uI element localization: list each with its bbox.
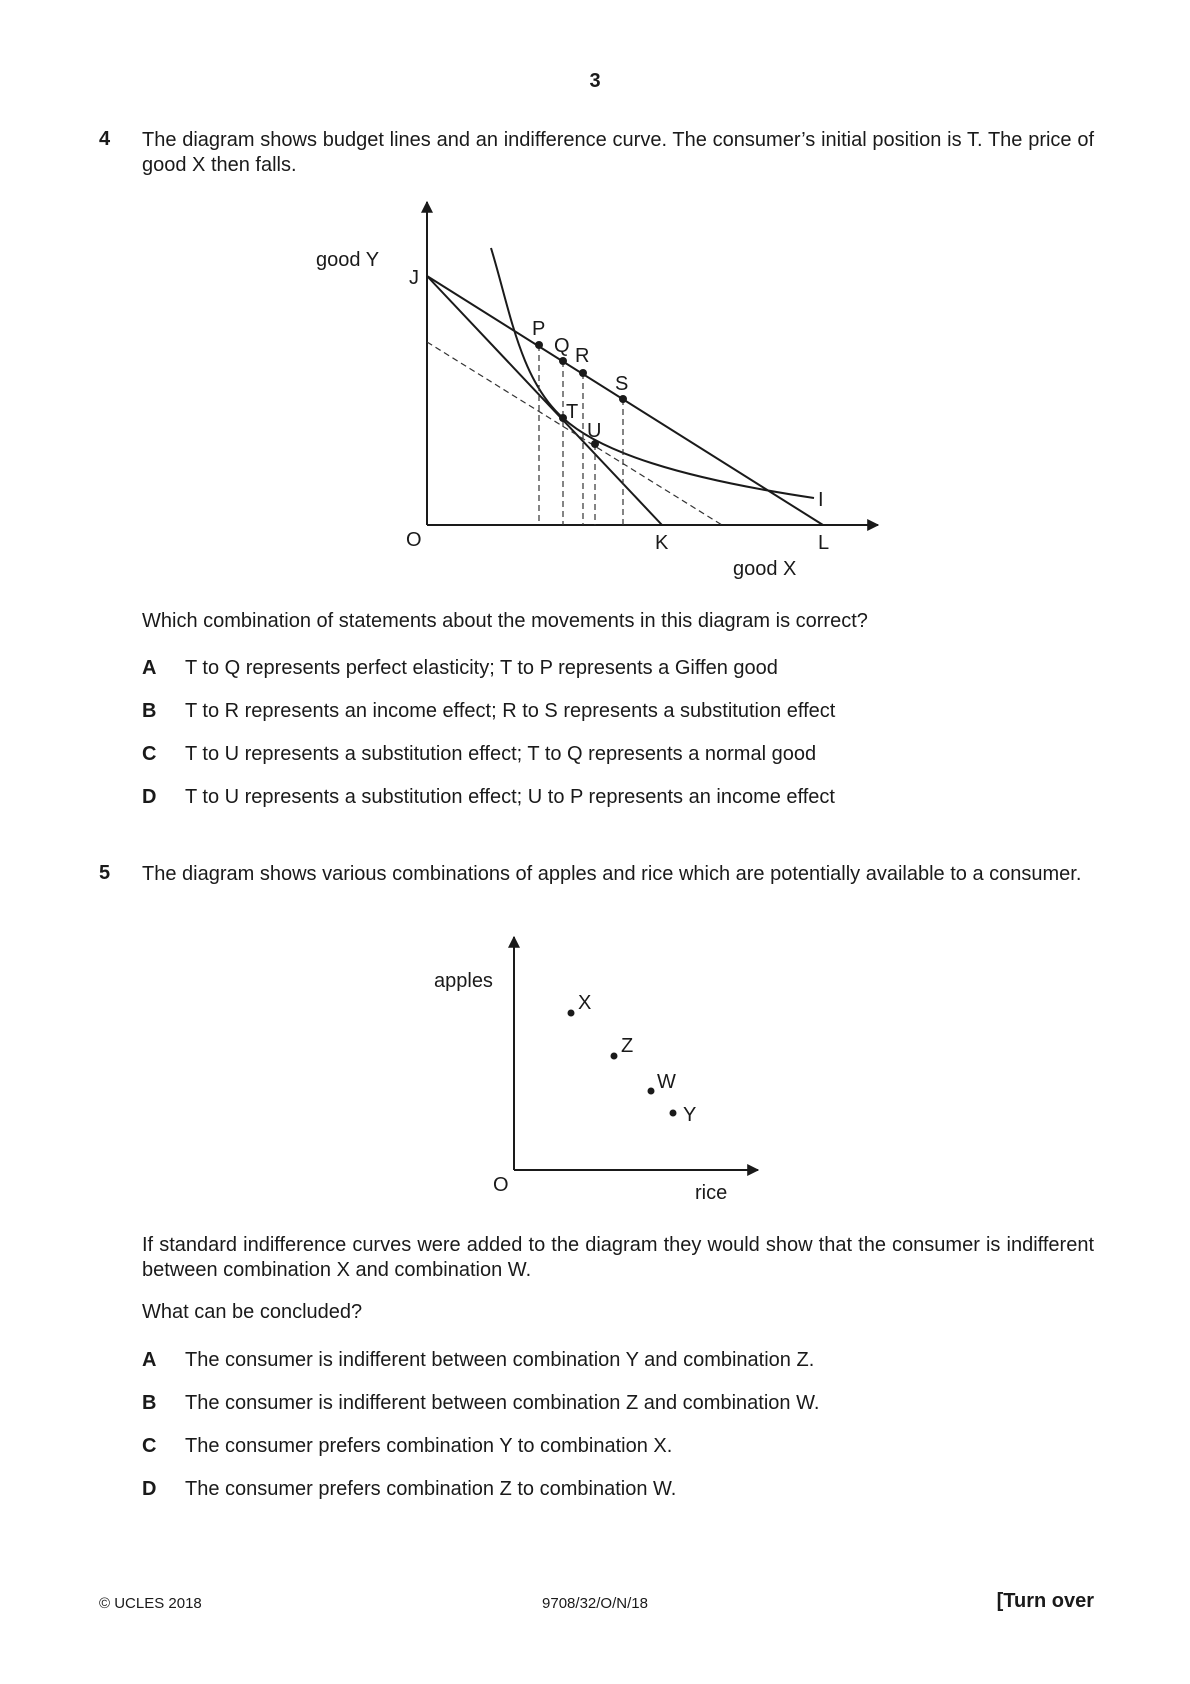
q5-option-A[interactable] (142, 1348, 814, 1373)
label-U: U (587, 420, 602, 442)
label-X: X (578, 992, 592, 1014)
label-T: T (566, 401, 579, 423)
option-letter: C (142, 743, 157, 765)
q5-x-axis-label: rice (695, 1182, 728, 1204)
q4-option-A[interactable] (142, 656, 778, 681)
option-letter: D (142, 786, 157, 808)
option-text: The consumer is indifferent between combination Z and combination W. (185, 1392, 820, 1414)
point-Y (670, 1110, 677, 1117)
label-W: W (657, 1071, 676, 1093)
question-4-number: 4 (99, 128, 111, 150)
option-letter: C (142, 1435, 157, 1457)
option-letter: A (142, 657, 157, 679)
option-text: T to U represents a substitution effect; U to P represents an income effect (185, 786, 835, 808)
option-text: T to Q represents perfect elasticity; T to P represents a Giffen good (185, 657, 778, 679)
q5-origin-label: O (493, 1174, 509, 1196)
label-K: K (655, 532, 669, 554)
question-5-condition: If standard indifference curves were added to the diagram they would show that the consumer is indifferent between combination X and combination W. (142, 1234, 1094, 1281)
q4-option-C[interactable] (142, 742, 816, 767)
option-text: The consumer is indifferent between combination Y and combination Z. (185, 1349, 815, 1371)
point-R (579, 369, 587, 377)
point-W (648, 1088, 655, 1095)
label-Y: Y (683, 1104, 697, 1126)
q4-origin-label: O (406, 529, 422, 551)
point-Q (559, 357, 567, 365)
label-R: R (575, 345, 590, 367)
q5-y-axis-label: apples (434, 970, 493, 992)
label-P: P (532, 318, 546, 340)
q4-option-B[interactable] (142, 699, 835, 724)
option-text: The consumer prefers combination Z to combination W. (185, 1478, 677, 1500)
label-I: I (818, 489, 824, 511)
option-text: The consumer prefers combination Y to combination X. (185, 1435, 673, 1457)
option-text: T to R represents an income effect; R to S represents a substitution effect (185, 700, 836, 722)
q5-option-C[interactable] (142, 1434, 672, 1459)
turn-over-label: [Turn over (996, 1590, 1094, 1612)
question-5-stem: The diagram shows various combinations of apples and rice which are potentially available to a consumer. (142, 863, 1082, 885)
q4-option-D[interactable] (142, 785, 835, 810)
point-X (568, 1010, 575, 1017)
label-J: J (409, 267, 419, 289)
point-S (619, 395, 627, 403)
q5-option-D[interactable] (142, 1477, 676, 1502)
footer-paper-code: 9708/32/O/N/18 (542, 1595, 648, 1612)
q4-y-axis-label: good Y (316, 249, 380, 271)
question-4-prompt: Which combination of statements about the movements in this diagram is correct? (142, 610, 868, 632)
label-L: L (818, 532, 830, 554)
question-4-stem: The diagram shows budget lines and an indifference curve. The consumer’s initial position is T. The price of good X then falls. (142, 129, 1094, 176)
q5-option-B[interactable] (142, 1391, 819, 1416)
q4-x-axis-label: good X (733, 558, 797, 580)
point-P (535, 341, 543, 349)
label-Z: Z (621, 1035, 634, 1057)
label-S: S (615, 373, 629, 395)
label-Q: Q (554, 335, 570, 357)
option-letter: B (142, 1392, 157, 1414)
question-5-prompt: What can be concluded? (142, 1301, 363, 1323)
option-letter: B (142, 700, 157, 722)
point-Z (611, 1053, 618, 1060)
footer-copyright: © UCLES 2018 (99, 1595, 202, 1612)
option-text: T to U represents a substitution effect; T to Q represents a normal good (185, 743, 817, 765)
page-number: 3 (589, 70, 601, 92)
option-letter: D (142, 1478, 157, 1500)
question-5-number: 5 (99, 862, 111, 884)
option-letter: A (142, 1349, 157, 1371)
